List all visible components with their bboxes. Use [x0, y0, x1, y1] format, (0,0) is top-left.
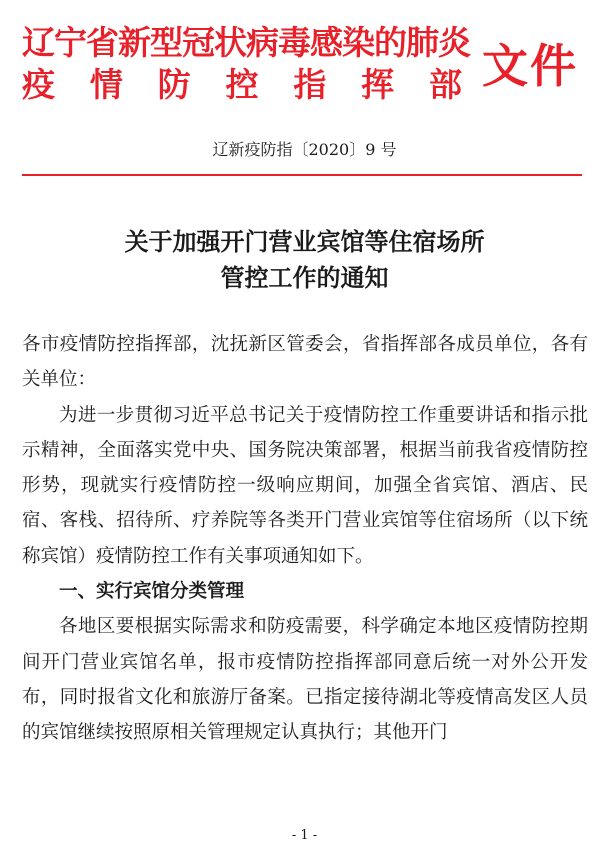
section-heading: 一、实行宾馆分类管理: [59, 581, 245, 603]
salutation: 各市疫情防控指挥部，沈抚新区管委会，省指挥部各成员单位，各有关单位：: [22, 334, 588, 391]
title-line2: 管控工作的通知: [220, 263, 389, 292]
title-line1: 关于加强开门营业宾馆等住宿场所: [124, 227, 485, 256]
issuing-authority-line2: [22, 64, 462, 106]
authority-char: 防: [157, 65, 191, 104]
authority-char: 挥: [361, 65, 395, 104]
document-title: [0, 224, 609, 296]
document-body: [22, 327, 588, 751]
issuing-authority: [22, 22, 477, 106]
authority-char: 控: [225, 65, 259, 104]
document-number: 辽新疫防指〔2020〕9 号: [212, 140, 397, 159]
authority-char: 疫: [22, 65, 55, 104]
red-divider-line: [22, 174, 582, 176]
paragraph: 各地区要根据实际需求和防疫需要，科学确定本地区疫情防控期间开门营业宾馆名单，报市疫情防控指挥部同意后统一对外公开发布，同时报省文化和旅游厅备案。已指定接待湖北等疫情高发区人员的宾馆继续按照原相关管理规定认真执行；其他开门: [22, 616, 588, 744]
authority-char: 部: [428, 65, 462, 104]
page-number: - 1 -: [291, 828, 318, 843]
document-type-label: 文件: [482, 39, 578, 93]
authority-char: 指: [293, 65, 327, 104]
authority-char: 情: [89, 65, 123, 104]
paragraph: 为进一步贯彻习近平总书记关于疫情防控工作重要讲话和指示批示精神，全面落实党中央、国务院决策部署，根据当前我省疫情防控形势，现就实行疫情防控一级响应期间，加强全省宾馆、酒店、民宿、客栈、招待所、疗养院等各类开门营业宾馆等住宿场所（以下统称宾馆）疫情防控工作有关事项通知如下。: [22, 404, 588, 567]
issuing-authority-line1: 辽宁省新型冠状病毒感染的肺炎: [22, 23, 470, 62]
